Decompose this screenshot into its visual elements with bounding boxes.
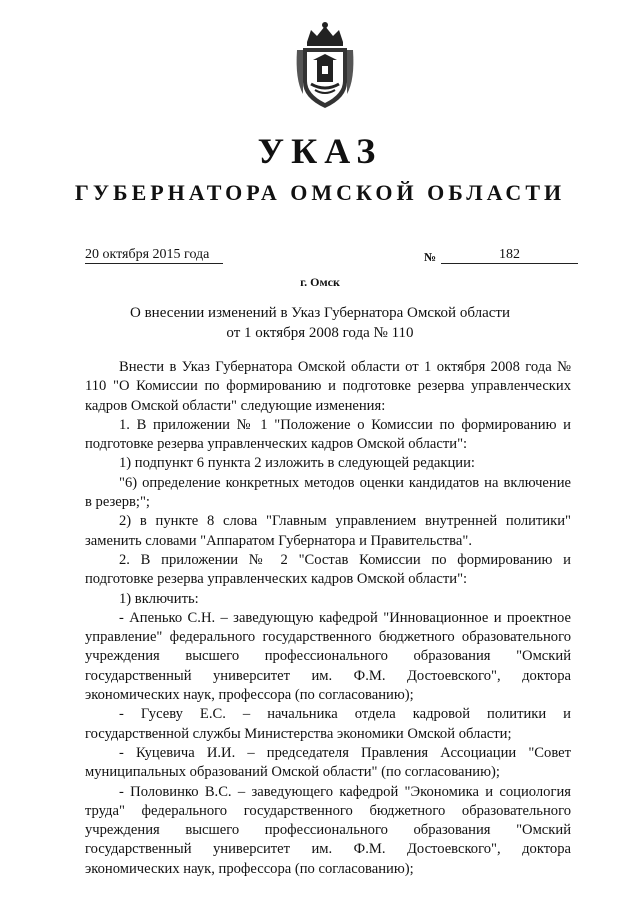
document-number: 182	[441, 246, 578, 264]
subject-line-2: от 1 октября 2008 года № 110	[226, 325, 414, 341]
coat-of-arms-emblem	[293, 20, 357, 112]
body-paragraph: - Гусеву Е.С. – начальника отдела кадровой политики и государственной службы Министерства экономики Омской области;	[85, 706, 571, 742]
body-paragraph: - Апенько С.Н. – заведующую кафедрой "Инновационное и проектное управление" федерального государственного бюджетного образовательного учреждения высшего профессионального образования "Омский государственный университет им. Ф.М. Достоевского", доктора экономических наук, профессора (по согласованию);	[85, 609, 571, 704]
issue-city: г. Омск	[300, 275, 340, 289]
issuer-title: ГУБЕРНАТОРА ОМСКОЙ ОБЛАСТИ	[74, 180, 566, 205]
document-subject	[120, 303, 520, 343]
body-paragraph: 1) подпункт 6 пункта 2 изложить в следующей редакции:	[119, 455, 475, 472]
body-paragraph: - Половинко В.С. – заведующего кафедрой "Экономика и социология труда" федерального государственного бюджетного образовательного учреждения высшего профессионального образования "Омский государственный университет им. Ф.М. Достоевского", доктора экономических наук, профессора (по согласованию);	[85, 783, 571, 877]
body-paragraph: "6) определение конкретных методов оценки кандидатов на включение в резерв;";	[85, 474, 571, 511]
number-label: №	[424, 250, 437, 264]
body-paragraph: 2) в пункте 8 слова "Главным управлением внутренней политики" заменить словами "Аппаратом Губернатора и Правительства".	[85, 513, 571, 549]
body-paragraph: - Куцевича И.И. – председателя Правления Ассоциации "Совет муниципальных образований Омской области" (по согласованию);	[85, 744, 571, 781]
document-type-title: УКАЗ	[257, 131, 383, 171]
body-paragraph: 2. В приложении № 2 "Состав Комиссии по формированию и подготовке резерва управленческих кадров Омской области":	[85, 551, 571, 588]
body-paragraph: 1) включить:	[119, 590, 199, 607]
subject-line-1: О внесении изменений в Указ Губернатора Омской области	[130, 305, 510, 321]
document-date: 20 октября 2015 года	[85, 246, 223, 264]
document-body	[85, 358, 571, 879]
body-paragraph: 1. В приложении № 1 "Положение о Комиссии по формированию и подготовке резерва управленческих кадров Омской области":	[85, 416, 571, 453]
body-paragraph: Внести в Указ Губернатора Омской области от 1 октября 2008 года № 110 "О Комиссии по формированию и подготовке резерва управленческих кадров Омской области" следующие изменения:	[85, 359, 571, 414]
